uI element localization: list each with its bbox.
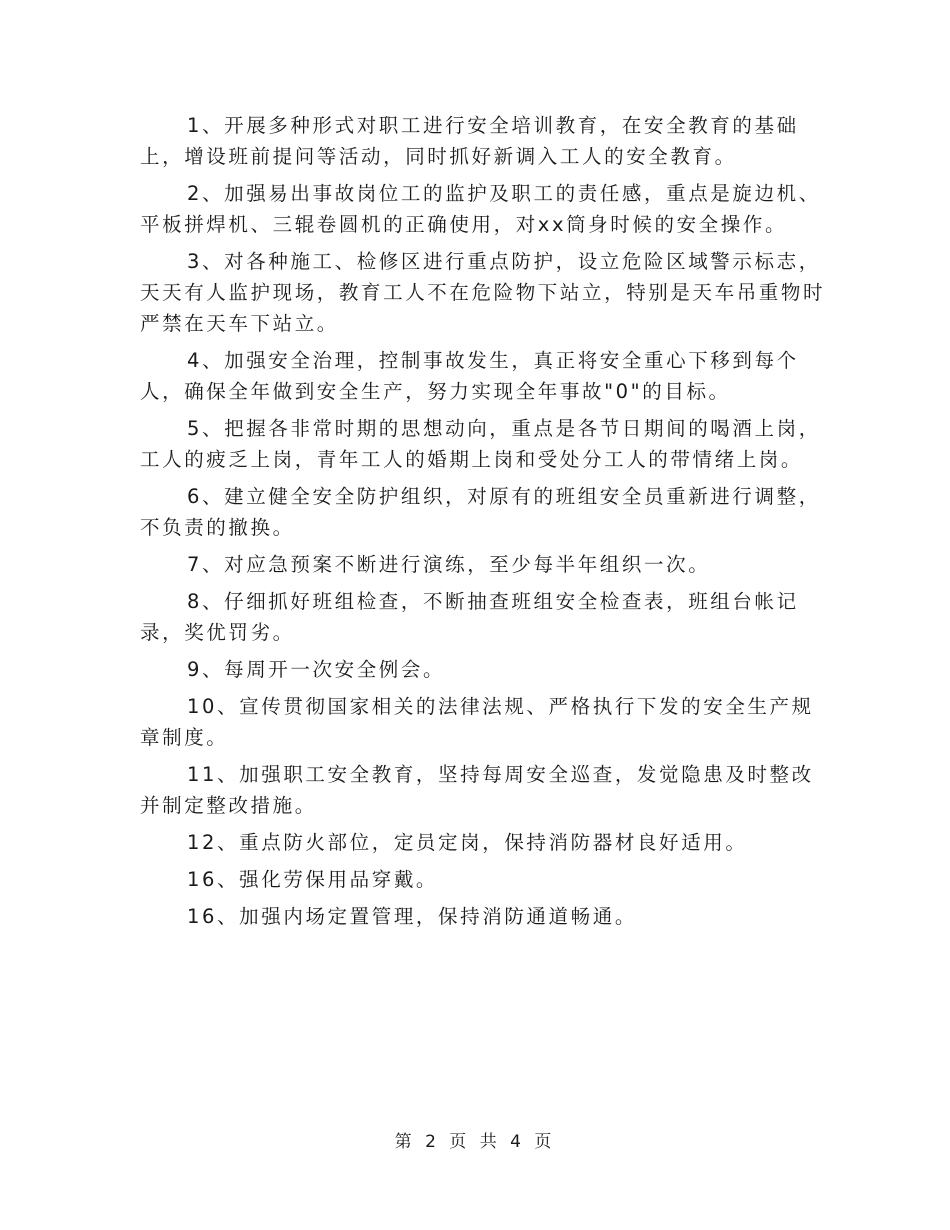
paragraph-10: 10、宣传贯彻国家相关的法律法规、严格执行下发的安全生产规章制度。	[140, 695, 814, 749]
paragraph-5: 5、把握各非常时期的思想动向，重点是各节日期间的喝酒上岗，工人的疲乏上岗，青年工人的婚期上岗和受处分工人的带情绪上岗。	[140, 417, 821, 471]
paragraph-12: 12、重点防火部位，定员定岗，保持消防器材良好适用。	[187, 831, 748, 854]
paragraph-2: 2、加强易出事故岗位工的监护及职工的责任感，重点是旋边机、平板拼焊机、三辊卷圆机的正确使用，对xx筒身时候的安全操作。	[140, 182, 821, 236]
page-footer: 第 2 页 共 4 页	[394, 1132, 556, 1152]
paragraph-14: 16、加强内场定置管理，保持消防通道畅通。	[187, 905, 637, 928]
paragraph-13: 16、强化劳保用品穿戴。	[187, 868, 439, 891]
paragraph-7: 7、对应急预案不断进行演练，至少每半年组织一次。	[187, 553, 711, 576]
paragraph-6: 6、建立健全安全防护组织，对原有的班组安全员重新进行调整，不负责的撤换。	[140, 485, 821, 539]
paragraph-1: 1、开展多种形式对职工进行安全培训教育，在安全教育的基础上，增设班前提问等活动，同时抓好新调入工人的安全教育。	[140, 114, 799, 168]
paragraph-4: 4、加强安全治理，控制事故发生，真正将安全重心下移到每个人，确保全年做到安全生产，努力实现全年事故"0"的目标。	[140, 349, 799, 403]
paragraph-11: 11、加强职工安全教育，坚持每周安全巡查，发觉隐患及时整改并制定整改措施。	[140, 763, 814, 817]
paragraph-9: 9、每周开一次安全例会。	[187, 658, 446, 681]
document-body	[140, 110, 830, 938]
paragraph-3: 3、对各种施工、检修区进行重点防护，设立危险区域警示标志，天天有人监护现场，教育工人不在危险物下站立，特别是天车吊重物时严禁在天车下站立。	[140, 250, 826, 335]
paragraph-8: 8、仔细抓好班组检查，不断抽查班组安全检查表，班组台帐记录，奖优罚劣。	[140, 590, 799, 644]
